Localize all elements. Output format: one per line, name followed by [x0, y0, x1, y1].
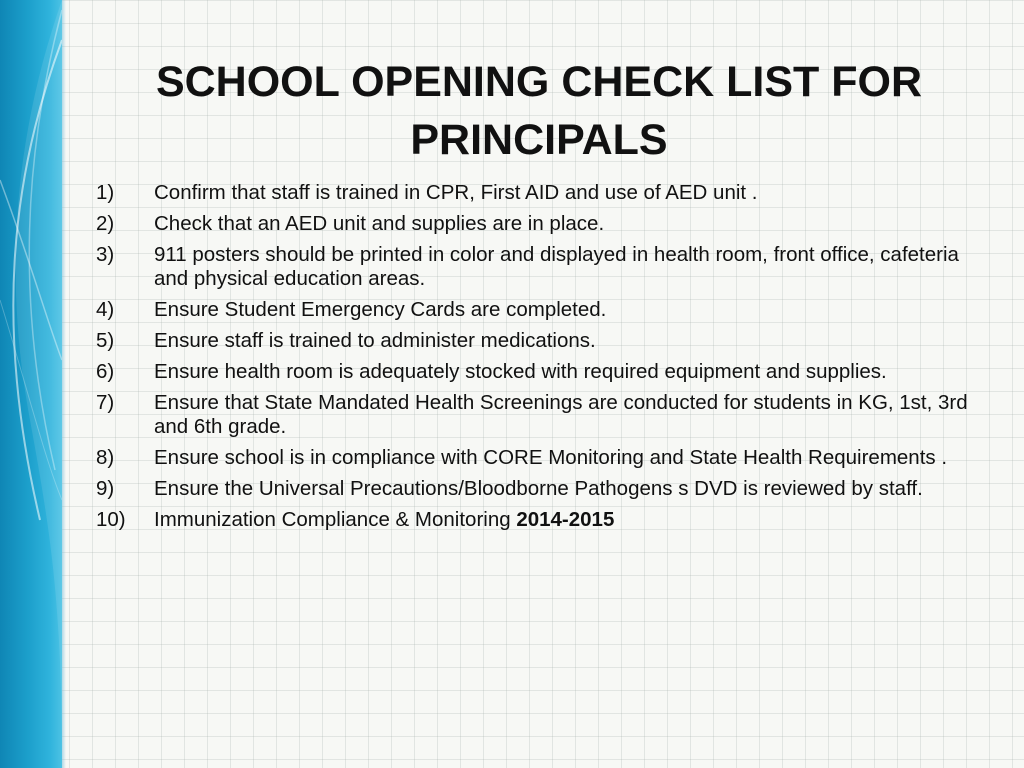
list-item: [96, 329, 976, 353]
item-text: [154, 508, 614, 531]
item-text: Ensure that State Mandated Health Screenings are conducted for students in KG, 1st, 3rd and 6th grade.: [154, 391, 968, 438]
checklist: [96, 181, 976, 539]
item-number: 3): [96, 243, 115, 266]
decorative-side-band: [0, 0, 62, 768]
list-item: [96, 477, 976, 501]
item-number: 10): [96, 508, 126, 531]
item-text: Ensure Student Emergency Cards are completed.: [154, 298, 607, 321]
item-text: Confirm that staff is trained in CPR, First AID and use of AED unit .: [154, 181, 758, 204]
item-number: 8): [96, 446, 115, 469]
item-number: 6): [96, 360, 115, 383]
item-text: Check that an AED unit and supplies are in place.: [154, 212, 605, 235]
item-text: Ensure health room is adequately stocked with required equipment and supplies.: [154, 360, 887, 383]
item-number: 1): [96, 181, 115, 204]
item-text-regular: Immunization Compliance & Monitoring: [154, 508, 517, 531]
item-text-bold-year: 2014-2015: [516, 508, 615, 531]
item-number: 2): [96, 212, 115, 235]
item-text: Ensure staff is trained to administer medications.: [154, 329, 596, 352]
slide-title: SCHOOL OPENING CHECK LIST FOR PRINCIPALS: [155, 57, 923, 164]
list-item: [96, 298, 976, 322]
item-number: 7): [96, 391, 115, 414]
item-number: 9): [96, 477, 115, 500]
list-item: [96, 508, 976, 532]
list-item: [96, 212, 976, 236]
item-text: Ensure the Universal Precautions/Bloodborne Pathogens s DVD is reviewed by staff.: [154, 477, 923, 500]
list-item: [96, 243, 976, 291]
item-number: 5): [96, 329, 115, 352]
list-item: [96, 446, 976, 470]
list-item: [96, 360, 976, 384]
item-number: 4): [96, 298, 115, 321]
side-band-edge: [62, 0, 66, 768]
item-text: 911 posters should be printed in color and displayed in health room, front office, cafeteria and physical education areas.: [154, 243, 959, 290]
item-text: Ensure school is in compliance with CORE Monitoring and State Health Requirements .: [154, 446, 948, 469]
list-item: [96, 181, 976, 205]
wave-decoration-icon: [0, 0, 62, 768]
list-item: [96, 391, 976, 439]
